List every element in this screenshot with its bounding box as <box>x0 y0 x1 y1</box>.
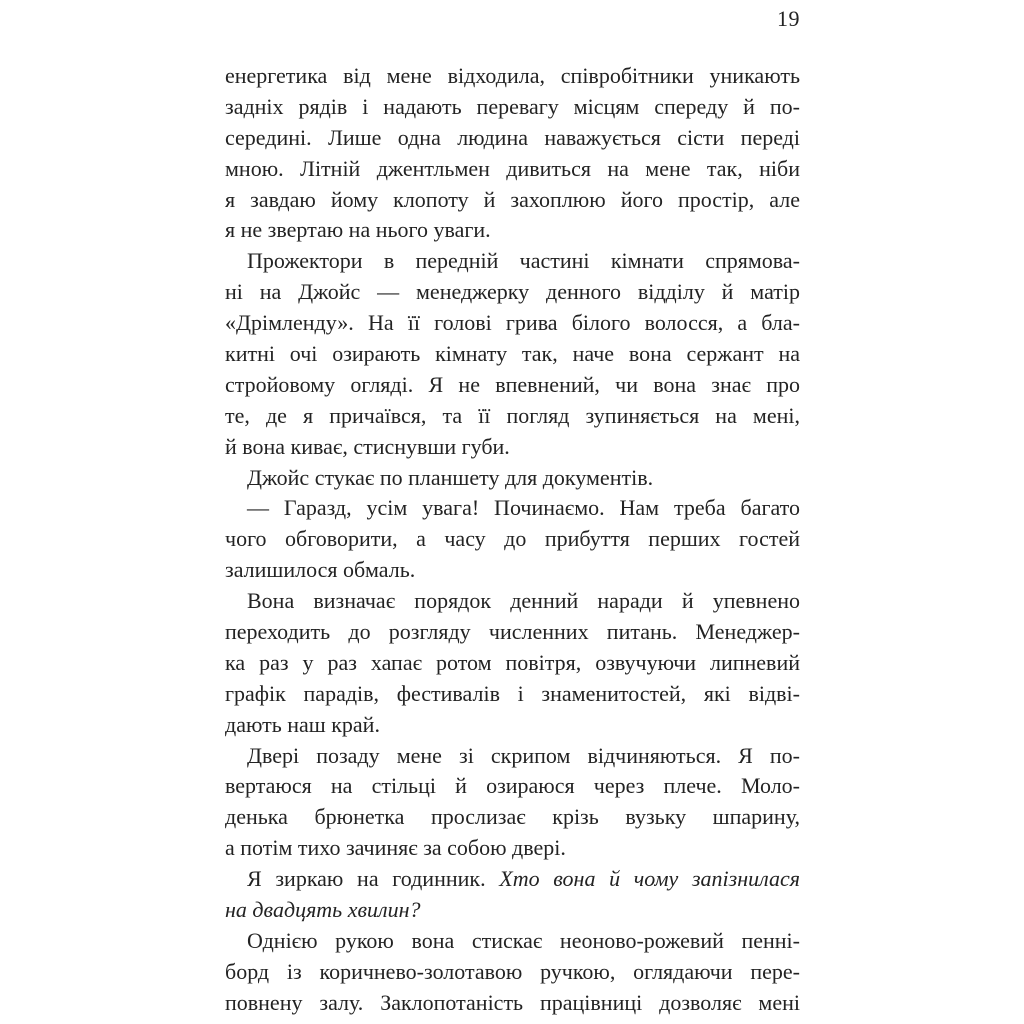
text-line: ка раз у раз хапає ротом повітря, озвучуючи липневий <box>225 649 800 675</box>
page-number: 19 <box>777 6 800 31</box>
text-line: я не звертаю на нього уваги. <box>225 217 491 243</box>
paragraph <box>225 741 800 865</box>
text-line: Двері позаду мене зі скрипом відчиняються. Я по- <box>247 742 800 768</box>
text-line: денька брюнетка прослизає крізь вузьку шпарину, <box>225 804 800 830</box>
paragraph <box>225 586 800 740</box>
italic-text-segment: Хто вона й чому запізнилася <box>499 866 800 892</box>
text-line: вертаюся на стільці й озираюся через плече. Моло- <box>225 773 800 799</box>
text-line: залишилося обмаль. <box>225 557 416 583</box>
text-line: стройовому огляді. Я не впевнений, чи вона знає про <box>225 371 800 397</box>
text-line: Однією рукою вона стискає неоново-рожевий пенні- <box>247 927 800 953</box>
text-line: середині. Лише одна людина наважується сісти переді <box>225 124 800 150</box>
paragraph <box>225 493 800 586</box>
text-line: дають наш край. <box>225 711 380 737</box>
text-line: повнену залу. Заклопотаність працівниці дозволяє мені <box>225 989 800 1015</box>
text-line: я завдаю йому клопоту й захоплюю його простір, але <box>225 186 800 212</box>
text-line: борд із коричнево-золотавою ручкою, оглядаючи пере- <box>225 958 800 984</box>
text-line: китні очі озирають кімнату так, наче вона сержант на <box>225 341 800 367</box>
italic-text-segment: на двадцять хвилин? <box>225 897 421 923</box>
text-line: а потім тихо зачиняє за собою двері. <box>225 835 566 861</box>
paragraph <box>225 926 800 1019</box>
text-line: переходить до розгляду численних питань. Менеджер- <box>225 619 800 645</box>
text-line: задніх рядів і надають перевагу місцям спереду й по- <box>225 93 800 119</box>
paragraph <box>225 463 800 494</box>
text-line: й вона киває, стиснувши губи. <box>225 433 510 459</box>
paragraph <box>225 864 800 926</box>
text-line: енергетика від мене відходила, співробітники уникають <box>225 63 800 88</box>
text-line: те, де я причаївся, та її погляд зупиняється на мені, <box>225 402 800 428</box>
text-segment: Я зиркаю на годинник. <box>247 866 500 892</box>
text-line: «Дрімленду». На її голові грива білого волосся, а бла- <box>225 310 800 336</box>
text-line: Прожектори в передній частині кімнати спрямова- <box>247 248 800 274</box>
text-line <box>225 895 800 926</box>
text-line: Вона визначає порядок денний наради й упевнено <box>247 588 800 614</box>
text-line: ні на Джойс — менеджерку денного відділу й матір <box>225 279 800 305</box>
text-line: мною. Літній джентльмен дивиться на мене так, ніби <box>225 155 800 181</box>
paragraph <box>225 61 800 246</box>
text-line: графік парадів, фестивалів і знаменитостей, які відві- <box>225 680 800 706</box>
text-line <box>225 864 800 895</box>
text-line: Джойс стукає по планшету для документів. <box>247 464 654 490</box>
paragraph <box>225 246 800 462</box>
text-line: чого обговорити, а часу до прибуття перших гостей <box>225 526 800 552</box>
body-text <box>225 61 800 1019</box>
text-line: — Гаразд, усім увага! Починаємо. Нам треба багато <box>247 495 800 521</box>
